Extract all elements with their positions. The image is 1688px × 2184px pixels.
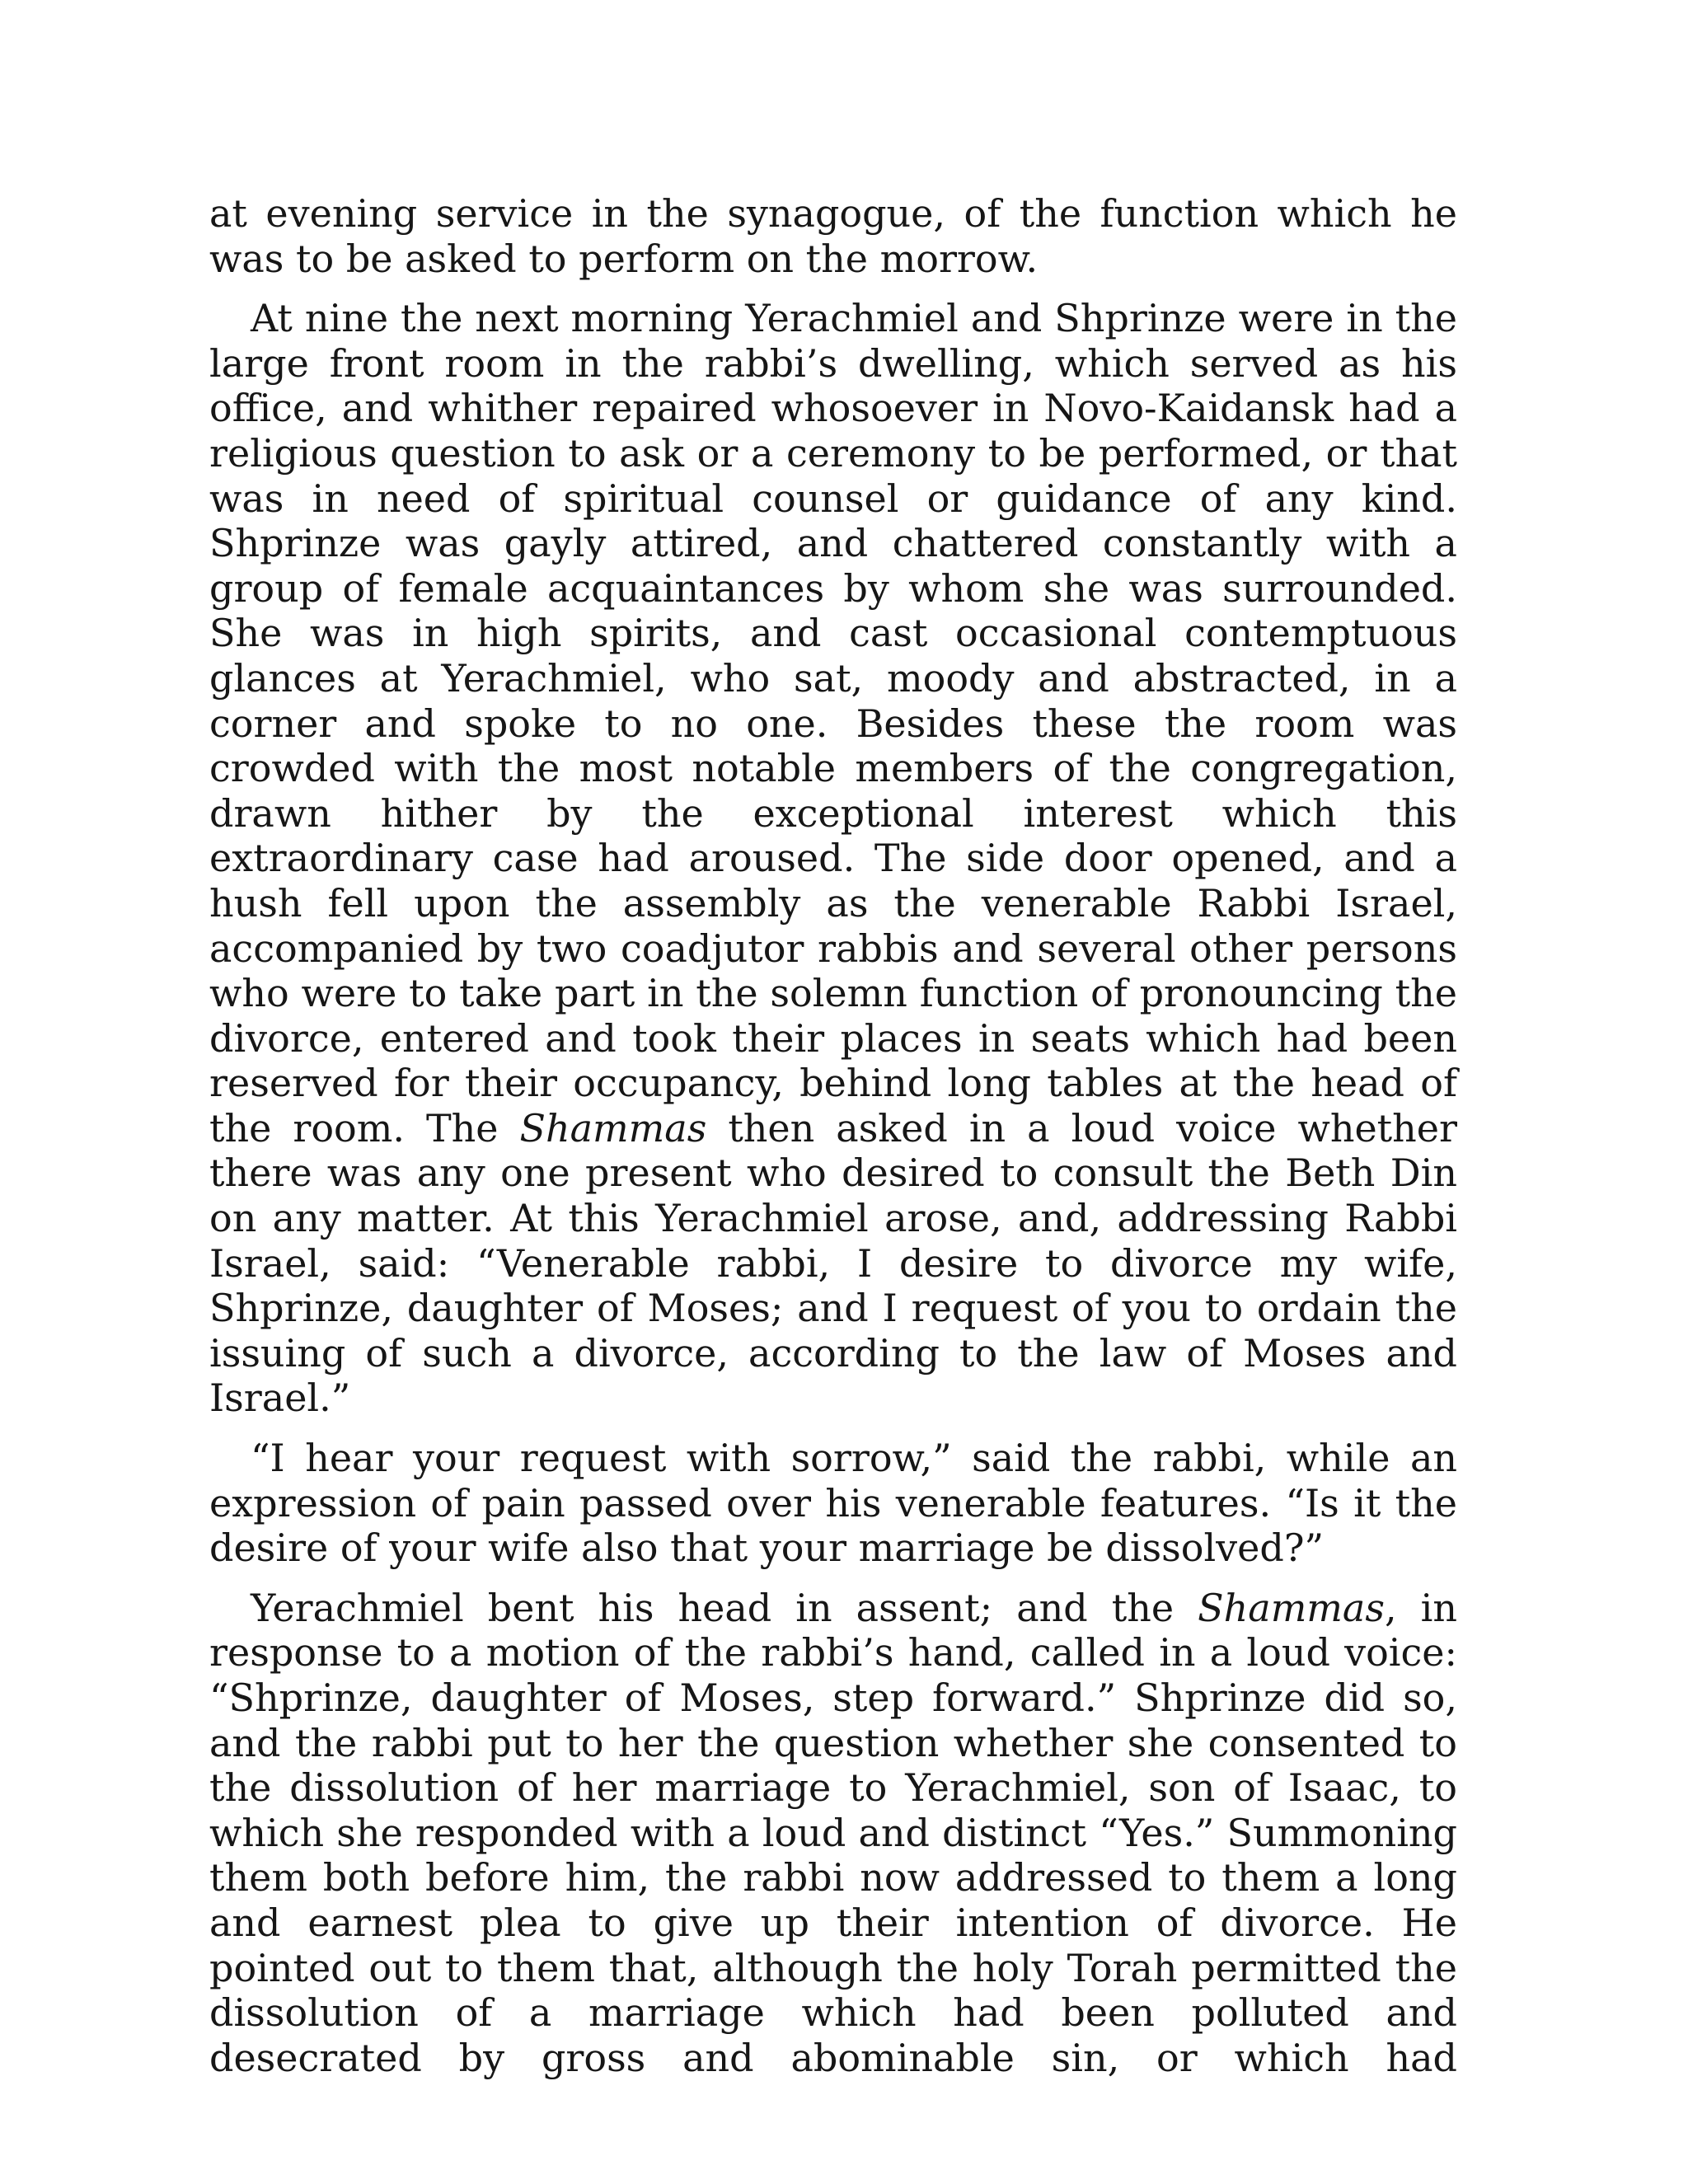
text-segment: Yerachmiel bent his head in assent; and the <box>251 1585 1198 1630</box>
text-segment: then asked in a loud voice whether there was any one present who desired to consult the Beth Din on any matter. At this Yerachmiel arose, and, addressing Rabbi Israel, said: “Venerable rabbi, I desire to divorce my wife, Shprinze, daughter of Moses; and I request of you to ordain the issuing of such a divorce, according to the law of Moses and Israel.” <box>209 1105 1457 1421</box>
italic-term-shammas: Shammas <box>1198 1585 1385 1630</box>
paragraph-2 <box>209 296 1457 1421</box>
book-page <box>209 191 1457 2095</box>
text-segment: At nine the next morning Yerachmiel and Shprinze were in the large front room in the rabbi’s dwelling, which served as his office, and whither repaired whosoever in Novo-Kaidansk had a religious question to ask or a ceremony to be performed, or that was in need of spiritual counsel or guidance of any kind. Shprinze was gayly attired, and chattered constantly with a group of female acquaintances by whom she was surrounded. She was in high spirits, and cast occasional contemptuous glances at Yerachmiel, who sat, moody and abstracted, in a corner and spoke to no one. Besides these the room was crowded with the most notable members of the congregation, drawn hither by the exceptional interest which this extraordinary case had aroused. The side door opened, and a hush fell upon the assembly as the venerable Rabbi Israel, accompanied by two coadjutor rabbis and several other persons who were to take part in the solemn function of pronouncing the divorce, entered and took their places in seats which had been reserved for their occupancy, behind long tables at the head of the room. The <box>209 296 1457 1151</box>
text-segment: , in response to a motion of the rabbi’s hand, called in a loud voice: “Shprinze, daughter of Moses, step forward.” Shprinze did so, and the rabbi put to her the question whether she consented to the dissolution of her marriage to Yerachmiel, son of Isaac, to which she responded with a loud and distinct “Yes.” Summoning them both before him, the rabbi now addressed to them a long and earnest plea to give up their intention of divorce. He pointed out to them that, although the holy Torah permitted the dissolution of a marriage which had been polluted and desecrated by gross and abominable sin, or which had <box>209 1585 1457 2080</box>
text-segment: at evening service in the synagogue, of the function which he was to be asked to perform on the morrow. <box>209 191 1457 281</box>
italic-term-shammas: Shammas <box>519 1105 707 1151</box>
text-segment: “I hear your request with sorrow,” said the rabbi, while an expression of pain passed over his venerable features. “Is it the desire of your wife also that your marriage be dissolved?” <box>209 1436 1457 1571</box>
paragraph-3 <box>209 1436 1457 1571</box>
paragraph-4 <box>209 1586 1457 2081</box>
paragraph-1 <box>209 191 1457 281</box>
